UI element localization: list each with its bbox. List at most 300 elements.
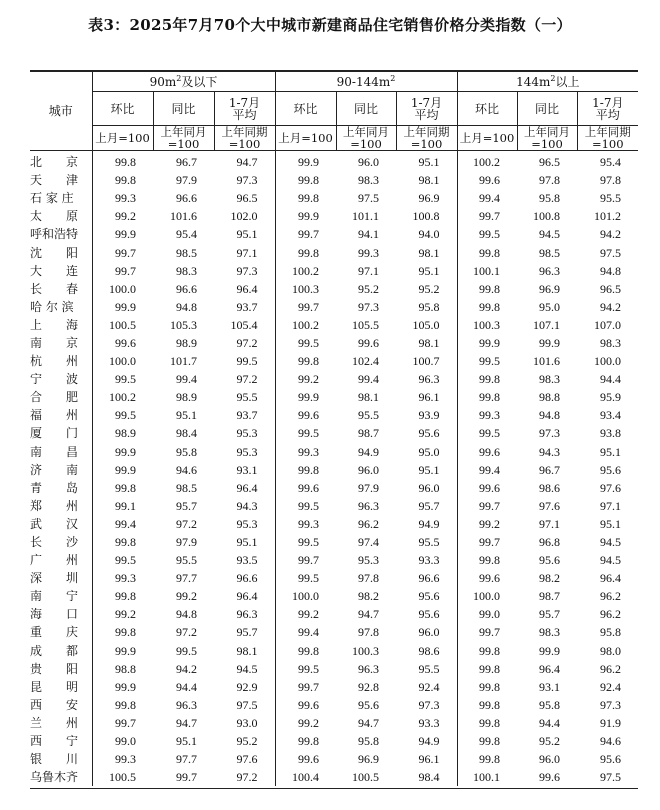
col-header-mom: 环比: [92, 92, 153, 126]
base-same-month: 上年同月 =100: [153, 126, 214, 151]
index-value: 94.4: [176, 679, 197, 694]
index-value: 107.0: [594, 317, 622, 332]
city-name: 济 南: [30, 462, 79, 477]
index-value: 99.5: [92, 551, 153, 569]
index-value: 96.4: [600, 571, 622, 586]
index-value: 99.9: [275, 151, 336, 172]
index-value: 94.5: [539, 227, 561, 242]
index-value: 100.3: [352, 643, 379, 658]
index-value: 93.3: [418, 715, 440, 730]
index-value: 94.3: [539, 444, 561, 459]
index-value: 97.2: [176, 625, 197, 640]
index-value: 98.6: [539, 480, 561, 495]
index-value: 95.2: [418, 281, 440, 296]
table-row: [30, 750, 638, 768]
index-value: 94.4: [600, 372, 622, 387]
index-value: 94.2: [600, 227, 622, 242]
index-value: 97.6: [539, 498, 561, 513]
index-value: 95.0: [539, 299, 561, 314]
index-value: 95.8: [418, 299, 440, 314]
index-value: 99.2: [275, 605, 336, 623]
index-value: 100.7: [412, 354, 440, 369]
index-value: 105.0: [412, 317, 440, 332]
index-value: 96.0: [418, 480, 440, 495]
index-value: 98.3: [600, 335, 622, 350]
table-row: [30, 388, 638, 406]
city-name: 宁 波: [30, 372, 79, 387]
index-value: 99.5: [176, 643, 197, 658]
index-value: 99.3: [275, 443, 336, 461]
index-value: 96.2: [600, 589, 622, 604]
table-row: [30, 207, 638, 225]
city-name: 重 庆: [30, 625, 79, 640]
index-value: 99.8: [457, 696, 517, 714]
col-header-yoy: 同比: [153, 92, 214, 126]
col-header-yoy: 同比: [336, 92, 396, 126]
index-value: 96.1: [418, 390, 440, 405]
index-value: 99.0: [92, 732, 153, 750]
table-row: [30, 714, 638, 732]
city-name: 大 连: [30, 263, 79, 278]
index-value: 95.8: [358, 734, 379, 749]
index-value: 95.6: [358, 697, 379, 712]
table-row: [30, 298, 638, 316]
index-value: 98.1: [418, 335, 440, 350]
index-value: 99.3: [358, 245, 379, 260]
index-value: 93.7: [236, 408, 258, 423]
index-value: 95.1: [176, 408, 197, 423]
index-value: 99.2: [92, 605, 153, 623]
index-value: 94.6: [600, 734, 622, 749]
table-row: [30, 479, 638, 497]
table-row: [30, 551, 638, 569]
index-value: 99.4: [176, 372, 197, 387]
table-row: [30, 443, 638, 461]
index-value: 99.0: [457, 605, 517, 623]
city-name: 兰 州: [30, 715, 79, 730]
index-value: 96.9: [418, 191, 440, 206]
index-value: 95.1: [418, 462, 440, 477]
index-value: 94.8: [176, 607, 197, 622]
index-value: 99.9: [275, 207, 336, 225]
index-value: 105.5: [352, 317, 379, 332]
col-header-avg: 1-7月 平均: [214, 92, 275, 126]
table-row: [30, 151, 638, 172]
index-value: 99.5: [457, 424, 517, 442]
index-value: 96.3: [539, 263, 561, 278]
index-value: 97.7: [176, 752, 197, 767]
index-value: 100.5: [92, 768, 153, 786]
index-value: 100.3: [457, 316, 517, 334]
table-bottom-rule: [30, 788, 638, 789]
index-value: 97.8: [539, 173, 561, 188]
index-value: 107.1: [533, 317, 561, 332]
index-value: 96.2: [600, 607, 622, 622]
index-value: 98.3: [539, 625, 561, 640]
index-value: 95.5: [176, 553, 197, 568]
index-value: 95.6: [600, 752, 622, 767]
index-value: 94.9: [418, 516, 440, 531]
index-value: 95.6: [539, 553, 561, 568]
index-value: 99.8: [275, 461, 336, 479]
index-value: 99.8: [457, 298, 517, 316]
index-value: 98.3: [176, 263, 197, 278]
index-value: 100.2: [92, 388, 153, 406]
index-value: 99.5: [236, 354, 258, 369]
index-value: 95.4: [176, 227, 197, 242]
index-value: 95.2: [236, 734, 258, 749]
index-value: 99.8: [457, 370, 517, 388]
index-value: 97.2: [176, 516, 197, 531]
index-value: 99.6: [457, 569, 517, 587]
index-value: 101.7: [170, 354, 197, 369]
index-value: 99.9: [92, 461, 153, 479]
index-value: 93.8: [600, 426, 622, 441]
index-value: 99.7: [275, 678, 336, 696]
table-row: [30, 533, 638, 551]
index-value: 93.1: [236, 462, 258, 477]
index-value: 98.9: [92, 424, 153, 442]
index-value: 94.8: [539, 408, 561, 423]
table-body: [30, 151, 638, 787]
index-value: 99.2: [457, 515, 517, 533]
index-value: 95.3: [236, 426, 258, 441]
index-value: 95.5: [418, 661, 440, 676]
index-value: 98.2: [358, 589, 379, 604]
index-value: 95.3: [236, 516, 258, 531]
index-value: 99.8: [92, 696, 153, 714]
index-value: 99.8: [457, 642, 517, 660]
index-value: 99.4: [275, 623, 336, 641]
table-row: [30, 424, 638, 442]
index-value: 99.6: [457, 479, 517, 497]
index-value: 97.8: [600, 173, 622, 188]
index-value: 100.2: [457, 151, 517, 172]
index-value: 95.1: [236, 227, 258, 242]
index-value: 97.7: [176, 571, 197, 586]
city-name: 郑 州: [30, 498, 79, 513]
index-value: 99.2: [275, 714, 336, 732]
base-same-month: 上年同月 =100: [336, 126, 396, 151]
index-value: 96.0: [358, 462, 379, 477]
index-value: 99.8: [275, 189, 336, 207]
index-value: 92.9: [236, 679, 258, 694]
table-row: [30, 732, 638, 750]
index-value: 97.5: [600, 770, 622, 785]
table-row: [30, 243, 638, 261]
index-value: 99.3: [275, 515, 336, 533]
index-value: 96.3: [358, 661, 379, 676]
index-value: 98.3: [358, 173, 379, 188]
table-row: [30, 262, 638, 280]
index-value: 95.0: [418, 444, 440, 459]
index-value: 97.1: [600, 498, 622, 513]
index-value: 96.2: [358, 516, 379, 531]
table-row: [30, 678, 638, 696]
table-header: [30, 72, 638, 151]
index-value: 97.1: [539, 516, 561, 531]
col-header-mom: 环比: [457, 92, 517, 126]
index-value: 98.7: [539, 589, 561, 604]
index-value: 99.2: [92, 207, 153, 225]
index-value: 99.7: [457, 623, 517, 641]
index-value: 96.6: [236, 571, 258, 586]
index-value: 98.9: [176, 335, 197, 350]
index-value: 97.5: [600, 245, 622, 260]
index-value: 97.5: [358, 191, 379, 206]
index-value: 96.5: [539, 155, 561, 170]
table-row: [30, 768, 638, 786]
index-value: 95.1: [236, 535, 258, 550]
city-name: 海 口: [30, 607, 79, 622]
index-value: 97.3: [236, 173, 258, 188]
index-value: 96.9: [358, 752, 379, 767]
col-header-mom: 环比: [275, 92, 336, 126]
index-value: 96.4: [236, 480, 258, 495]
index-value: 95.9: [600, 390, 622, 405]
index-value: 95.5: [358, 408, 379, 423]
index-value: 101.1: [352, 209, 379, 224]
index-value: 95.2: [539, 734, 561, 749]
index-value: 99.6: [457, 171, 517, 189]
index-value: 100.4: [275, 768, 336, 786]
index-value: 96.5: [236, 191, 258, 206]
index-value: 99.5: [275, 334, 336, 352]
index-value: 100.2: [275, 262, 336, 280]
index-value: 97.5: [236, 697, 258, 712]
index-value: 94.1: [358, 227, 379, 242]
table-row: [30, 316, 638, 334]
city-name: 上 海: [30, 317, 79, 332]
table-row: [30, 569, 638, 587]
index-value: 96.4: [539, 661, 561, 676]
index-value: 94.2: [176, 661, 197, 676]
index-value: 96.6: [176, 281, 197, 296]
index-value: 98.7: [358, 426, 379, 441]
city-name: 武 汉: [30, 516, 79, 531]
index-value: 100.0: [92, 352, 153, 370]
city-name: 成 都: [30, 643, 79, 658]
index-value: 93.1: [539, 679, 561, 694]
index-value: 100.8: [412, 209, 440, 224]
index-value: 93.9: [418, 408, 440, 423]
index-value: 100.3: [275, 280, 336, 298]
index-value: 98.3: [539, 372, 561, 387]
index-value: 98.6: [418, 643, 440, 658]
index-value: 97.2: [236, 335, 258, 350]
index-value: 99.8: [92, 533, 153, 551]
index-value: 97.8: [358, 625, 379, 640]
index-value: 99.1: [92, 497, 153, 515]
index-value: 96.6: [418, 571, 440, 586]
city-name: 广 州: [30, 553, 79, 568]
index-value: 99.8: [457, 750, 517, 768]
index-value: 94.8: [176, 299, 197, 314]
base-same-period: 上年同期 =100: [214, 126, 275, 151]
index-value: 98.5: [176, 245, 197, 260]
table-row: [30, 605, 638, 623]
index-value: 99.4: [457, 189, 517, 207]
index-value: 96.3: [358, 498, 379, 513]
index-value: 95.6: [418, 426, 440, 441]
group-header-small: $90m^2$及以下: [92, 72, 275, 92]
index-value: 99.8: [92, 479, 153, 497]
index-value: 100.5: [92, 316, 153, 334]
index-value: 99.6: [539, 770, 561, 785]
index-value: 99.8: [457, 280, 517, 298]
index-value: 99.6: [275, 696, 336, 714]
city-name: 合 肥: [30, 390, 79, 405]
index-value: 94.6: [176, 462, 197, 477]
city-name: 昆 明: [30, 679, 79, 694]
index-value: 95.6: [600, 462, 622, 477]
index-value: 100.0: [594, 354, 622, 369]
index-value: 97.1: [358, 263, 379, 278]
index-value: 102.4: [352, 354, 379, 369]
index-value: 99.7: [457, 497, 517, 515]
index-value: 97.1: [236, 245, 258, 260]
index-value: 94.7: [236, 155, 258, 170]
index-value: 97.3: [600, 697, 622, 712]
group-header-medium: $90-144m^2$: [275, 72, 457, 92]
city-name: 石 家 庄: [30, 191, 74, 206]
index-value: 96.6: [176, 191, 197, 206]
index-value: 95.3: [358, 553, 379, 568]
index-value: 96.3: [176, 697, 197, 712]
index-value: 96.4: [236, 589, 258, 604]
index-value: 100.1: [457, 768, 517, 786]
city-name: 天 津: [30, 173, 79, 188]
index-value: 99.5: [457, 352, 517, 370]
city-name: 西 宁: [30, 734, 79, 749]
index-value: 99.3: [92, 750, 153, 768]
table-row: [30, 660, 638, 678]
city-name: 福 州: [30, 408, 79, 423]
index-value: 100.2: [275, 316, 336, 334]
city-name: 长 沙: [30, 535, 79, 550]
city-column-header: 城市: [30, 72, 92, 151]
index-value: 96.4: [236, 281, 258, 296]
index-value: 98.1: [236, 643, 258, 658]
index-value: 96.8: [539, 535, 561, 550]
base-same-period: 上年同期 =100: [396, 126, 457, 151]
index-value: 99.5: [92, 370, 153, 388]
index-value: 94.8: [600, 263, 622, 278]
index-value: 98.8: [92, 660, 153, 678]
index-value: 97.4: [358, 535, 379, 550]
index-value: 97.3: [358, 299, 379, 314]
index-value: 95.1: [176, 734, 197, 749]
base-last-month: 上月=100: [457, 126, 517, 151]
index-value: 99.7: [176, 770, 197, 785]
index-value: 92.8: [358, 679, 379, 694]
index-value: 99.6: [275, 750, 336, 768]
index-value: 102.0: [230, 209, 258, 224]
table-row: [30, 352, 638, 370]
index-value: 94.5: [600, 535, 622, 550]
index-value: 99.8: [457, 551, 517, 569]
index-value: 99.8: [457, 732, 517, 750]
city-name: 银 川: [30, 752, 79, 767]
index-value: 99.5: [275, 497, 336, 515]
index-value: 95.1: [600, 444, 622, 459]
index-value: 95.4: [600, 155, 622, 170]
index-value: 98.1: [418, 173, 440, 188]
table-row: [30, 515, 638, 533]
index-value: 99.8: [457, 660, 517, 678]
base-last-month: 上月=100: [275, 126, 336, 151]
index-value: 95.7: [176, 498, 197, 513]
index-value: 95.1: [418, 155, 440, 170]
index-value: 99.5: [275, 660, 336, 678]
index-value: 96.7: [539, 462, 561, 477]
table-row: [30, 370, 638, 388]
index-value: 96.2: [600, 661, 622, 676]
index-value: 95.6: [418, 607, 440, 622]
index-value: 98.1: [418, 245, 440, 260]
index-value: 95.7: [418, 498, 440, 513]
base-same-period: 上年同期 =100: [577, 126, 638, 151]
index-value: 99.8: [457, 388, 517, 406]
index-value: 99.8: [457, 243, 517, 261]
index-value: 94.7: [358, 715, 379, 730]
index-value: 99.6: [358, 335, 379, 350]
city-name: 太 原: [30, 209, 79, 224]
index-value: 100.8: [533, 209, 561, 224]
index-value: 97.2: [236, 770, 258, 785]
index-value: 99.9: [539, 643, 561, 658]
index-value: 99.6: [92, 334, 153, 352]
index-value: 96.5: [600, 281, 622, 296]
index-value: 105.4: [230, 317, 258, 332]
index-value: 99.8: [275, 352, 336, 370]
index-value: 100.0: [275, 587, 336, 605]
index-value: 97.9: [176, 173, 197, 188]
index-value: 99.7: [275, 551, 336, 569]
index-value: 92.4: [418, 679, 440, 694]
index-value: 96.3: [418, 372, 440, 387]
index-value: 95.3: [236, 444, 258, 459]
index-value: 94.0: [418, 227, 440, 242]
index-value: 95.8: [176, 444, 197, 459]
city-name: 西 安: [30, 697, 79, 712]
index-value: 99.7: [457, 533, 517, 551]
index-value: 93.5: [236, 553, 258, 568]
table-row: [30, 225, 638, 243]
index-value: 94.2: [600, 299, 622, 314]
index-value: 93.3: [418, 553, 440, 568]
index-value: 101.2: [594, 209, 622, 224]
index-value: 99.8: [457, 714, 517, 732]
city-name: 贵 阳: [30, 661, 79, 676]
price-index-table: [30, 71, 638, 786]
index-value: 95.1: [418, 263, 440, 278]
index-value: 94.4: [539, 715, 561, 730]
index-value: 94.5: [600, 553, 622, 568]
index-value: 99.9: [539, 335, 561, 350]
index-value: 99.6: [457, 443, 517, 461]
index-value: 99.9: [92, 678, 153, 696]
index-value: 101.6: [170, 209, 197, 224]
index-value: 94.7: [176, 715, 197, 730]
index-value: 96.1: [418, 752, 440, 767]
index-value: 98.2: [539, 571, 561, 586]
index-value: 99.8: [275, 171, 336, 189]
index-value: 98.4: [418, 770, 440, 785]
index-value: 93.4: [600, 408, 622, 423]
index-value: 99.9: [457, 334, 517, 352]
col-header-yoy: 同比: [517, 92, 577, 126]
